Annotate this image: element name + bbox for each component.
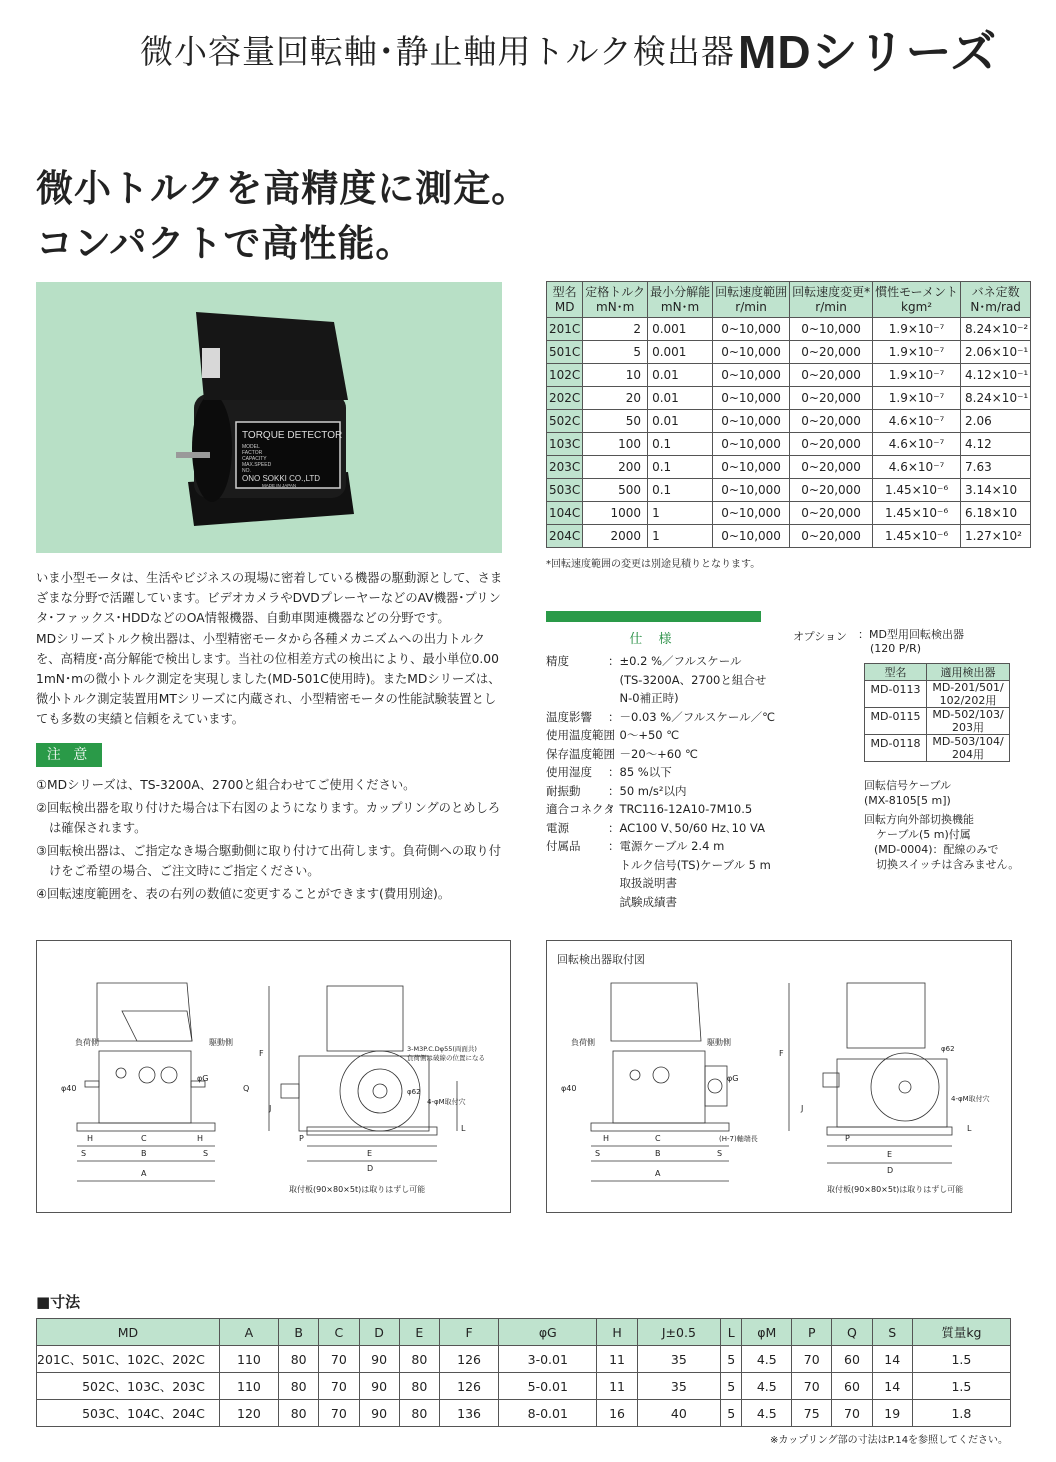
shaft-note: (H-7)軸端長 [719,1135,758,1143]
col-header: 回転速度範囲 r/min [713,282,790,318]
table-cell: 0~20,000 [790,479,873,502]
table-cell: 4.6×10⁻⁷ [873,410,961,433]
table-row [547,387,1031,410]
option-description [858,628,964,656]
spec-row [546,671,775,690]
table-cell: 35 [637,1373,720,1400]
intro-paragraph: いま小型モータは、生活やビジネスの現場に密着している機器の駆動源として、さまざまな分野で活躍しています。ビデオカメラやDVDプレーヤーなどのAV機器･プリンタ･ファックス･HDDなどのOA情報機器、自動車関連機器などの分野です。 [36,571,503,625]
notice-item: ④回転速度範囲を、表の右列の数値に変更することができます(費用別途)。 [36,887,451,901]
model-spec-table [546,281,1031,548]
table-cell: 1.9×10⁻⁷ [873,387,961,410]
table-cell: 5 [721,1373,742,1400]
dim-label: E [887,1150,893,1159]
option-label: オプション [793,630,848,643]
table-cell: 126 [439,1346,498,1373]
dim-label: S [717,1149,723,1158]
model-cell: 501C [547,341,583,364]
table-cell: 1.8 [912,1400,1010,1427]
table-cell: 40 [637,1400,720,1427]
col-header: バネ定数 N･m/rad [961,282,1031,318]
table-cell: 70 [319,1373,359,1400]
table-cell: 60 [832,1346,872,1373]
nameplate-title: TORQUE DETECTOR [242,430,343,441]
dim-label: φG [197,1074,209,1083]
table-cell: 10 [583,364,648,387]
spec-value: ：－20～+60 ℃ [608,746,698,761]
table-cell: 90 [359,1346,399,1373]
spec-key: 耐振動 [546,783,581,798]
table-cell: 80 [399,1400,439,1427]
spec-key: 付属品 [546,839,581,853]
spec-row [546,893,775,912]
table-cell: 4.5 [742,1400,792,1427]
table-cell: 80 [279,1373,319,1400]
col-header: B [279,1319,319,1346]
table-row [547,364,1031,387]
spec-key [546,689,608,708]
table-cell: 4.12 [961,433,1031,456]
table-cell: 100 [583,433,648,456]
table-cell: 0~10,000 [713,410,790,433]
intro-paragraph: MDシリーズトルク検出器は、小型精密モータから各種メカニズムへの出力トルクを、高精度･高分解能で検出します。当社の位相差方式の検出により、最小単位0.00 1mN･mの微小トルク測定を実現しました(MD-501C使用時)。またMDシリーズは、微小トルク測定装置用MTシリーズに内蔵され、小型精密モータの性能試験装置としても多数の実績と信頼をえています。 [36,632,501,726]
table-cell: 0~20,000 [790,364,873,387]
table-row [547,410,1031,433]
table-cell: 2.06×10⁻¹ [961,341,1031,364]
dim-label: A [141,1169,147,1178]
col-header: 最小分解能 mN･m [648,282,713,318]
drive-side-label: 駆動側 [209,1038,233,1047]
spec-table-note: *回転速度範囲の変更は別途見積りとなります。 [546,559,761,570]
table-cell: 0~10,000 [713,525,790,548]
table-cell: 0.001 [648,341,713,364]
spec-row [546,708,775,727]
spec-value: ：85 %以下 [608,765,672,779]
table-cell: 0~20,000 [790,456,873,479]
dim-label: B [655,1149,661,1158]
table-cell: 0~20,000 [790,502,873,525]
spec-key [546,874,608,893]
table-cell: MD-0115 [865,708,927,735]
col-header: H [597,1319,637,1346]
table-cell: 90 [359,1373,399,1400]
spec-value: ：AC100 V､50/60 Hz､10 VA [608,820,765,835]
dim-label: E [367,1149,373,1158]
table-cell: 11 [597,1373,637,1400]
spec-heading: 仕 様 [629,632,678,647]
model-cell: 203C [547,456,583,479]
table-cell: 0.01 [648,387,713,410]
hole-note: 3-M3P.C.Dφ55(両面共) [407,1045,477,1053]
table-cell: 5 [721,1346,742,1373]
model-cell: 502C [547,410,583,433]
dimension-heading: ■寸法 [36,1293,81,1311]
nameplate-row: MODEL [242,444,260,450]
model-cell: 202C [547,387,583,410]
table-cell: 0.01 [648,364,713,387]
headline-line2: コンパクトで高性能。 [36,222,414,265]
table-cell: 0~10,000 [713,479,790,502]
table-cell: 1 [648,502,713,525]
dim-label: L [461,1124,466,1133]
notice-list [36,775,511,907]
model-cell: 103C [547,433,583,456]
spec-value: (TS-3200A、2700と組合せ [608,672,767,687]
table-cell: 0.01 [648,410,713,433]
rotation-detector-drawing [546,940,1012,1213]
table-cell: 120 [219,1400,278,1427]
notice-item: ②回転検出器を取り付けた場合は下右図のようになります。カップリングのとめしろは確保されます。 [36,801,501,835]
spec-key: 保存温度範囲 [546,746,615,761]
model-cell: 204C [547,525,583,548]
model-cell: 104C [547,502,583,525]
col-header: L [721,1319,742,1346]
dim-label: Q [243,1084,250,1093]
table-cell: 70 [832,1400,872,1427]
table-header-row [547,282,1031,318]
table-cell: 90 [359,1400,399,1427]
notice-heading: 注 意 [36,743,102,767]
table-cell: 0.1 [648,456,713,479]
series-title: MDシリーズ [738,26,998,78]
table-cell: 8-0.01 [499,1400,597,1427]
load-side-label: 負荷側 [571,1038,595,1047]
option-switch [864,812,1019,872]
option-cable-line: 回転信号ケーブル [864,779,952,792]
table-cell: 0.1 [648,433,713,456]
spec-key: 適合コネクタ [546,802,615,816]
table-header-row [37,1319,1011,1346]
table-row [865,735,1010,762]
dim-label: H [87,1134,94,1143]
dim-label: L [967,1124,972,1133]
option-switch-line: (MD-0004)：配線のみで [874,843,999,856]
table-row [547,433,1031,456]
plate-note: 取付板(90×80×5t)は取りはずし可能 [827,1185,964,1194]
table-cell: 2.06 [961,410,1031,433]
product-photo [36,282,502,553]
spec-row [546,763,775,782]
table-cell: 75 [792,1400,832,1427]
col-header: 質量kg [912,1319,1010,1346]
spec-row [546,800,775,819]
table-cell: 70 [792,1373,832,1400]
phi62-label: φ62 [941,1045,955,1053]
option-line: (120 P/R) [870,642,922,655]
headline-line1: 微小トルクを高精度に測定。 [36,167,530,210]
table-cell: MD-201/501/ 102/202用 [927,681,1010,708]
table-cell: 1.45×10⁻⁶ [873,502,961,525]
nameplate-origin: MADE IN JAPAN [262,483,297,488]
table-cell: 1.9×10⁻⁷ [873,318,961,341]
spec-value: ：TRC116-12A10-7M10.5 [608,802,753,816]
notice-item: ③回転検出器は、ご指定なき場合駆動側に取り付けて出荷します。負荷側への取り付けをご希望の場合、ご注文時にご指定ください。 [36,844,502,878]
spec-value: ：－0.03 %／フルスケール／℃ [608,709,776,724]
table-cell: 0~10,000 [713,341,790,364]
table-row [547,502,1031,525]
dim-label: H [197,1134,204,1143]
spec-row [546,726,775,745]
table-row [547,341,1031,364]
table-cell: 5 [721,1400,742,1427]
spec-value: ：50 m/s²以内 [608,783,687,798]
dim-label: φG [727,1074,739,1083]
spec-value: ：電源ケーブル 2.4 m [608,839,725,853]
dim-label: S [203,1149,209,1158]
spec-key: 温度影響 [546,709,592,724]
table-cell: 16 [597,1400,637,1427]
table-cell: 6.18×10 [961,502,1031,525]
notice-item: ①MDシリーズは、TS-3200A、2700と組合わせてご使用ください。 [36,778,416,792]
dim-label: F [259,1049,264,1058]
nameplate-row: CAPACITY [242,456,267,462]
table-cell: 1.9×10⁻⁷ [873,364,961,387]
table-cell: 70 [319,1346,359,1373]
table-cell: 0~20,000 [790,341,873,364]
model-cell: 502C、103C、203C [37,1373,220,1400]
col-header: C [319,1319,359,1346]
spec-value: トルク信号(TS)ケーブル 5 m [608,857,771,872]
table-row [547,479,1031,502]
col-header: Q [832,1319,872,1346]
table-cell: 1.9×10⁻⁷ [873,341,961,364]
col-header: 型名 MD [547,282,583,318]
table-cell: MD-502/103/ 203用 [927,708,1010,735]
nameplate [236,422,342,488]
spec-key: 精度 [546,654,569,668]
table-cell: 60 [832,1373,872,1400]
dim-label: P [845,1134,850,1143]
table-cell: 4.6×10⁻⁷ [873,433,961,456]
table-cell: 0~10,000 [713,364,790,387]
dim-label: D [887,1166,894,1175]
col-header: A [219,1319,278,1346]
table-cell: 4.12×10⁻¹ [961,364,1031,387]
dimension-drawing [36,940,511,1213]
table-cell: 0~20,000 [790,433,873,456]
table-row [37,1373,1011,1400]
col-header: 適用検出器 [927,664,1010,681]
option-cable-line: (MX-8105[5 m]) [864,794,951,807]
load-side-label: 負荷側 [75,1038,99,1047]
table-cell: 80 [279,1400,319,1427]
dim-label: S [595,1149,601,1158]
option-switch-line: 切換スイッチは含みません。 [876,858,1020,871]
table-cell: 50 [583,410,648,433]
spec-value: N-0補正時) [608,691,679,705]
dim-label: A [655,1169,661,1178]
model-cell: 102C [547,364,583,387]
option-line: ：MD型用回転検出器 [858,628,964,641]
model-cell: 201C [547,318,583,341]
dim-label: F [779,1049,784,1058]
col-header: 型名 [865,664,927,681]
table-cell: 110 [219,1346,278,1373]
nameplate-row: MAX.SPEED [242,462,272,468]
dim-label: H [603,1134,610,1143]
table-cell: 4.6×10⁻⁷ [873,456,961,479]
table-cell: MD-0113 [865,681,927,708]
table-cell: 14 [872,1346,912,1373]
dim-label: D [367,1164,374,1173]
table-cell: 14 [872,1373,912,1400]
option-switch-line: ケーブル(5 m)付属 [876,828,971,841]
table-cell: 0~10,000 [713,387,790,410]
table-cell: 8.24×10⁻² [961,318,1031,341]
option-cable [864,778,951,808]
page-subtitle: 微小容量回転軸･静止軸用トルク検出器 [140,32,735,71]
model-cell: 201C、501C、102C、202C [37,1346,220,1373]
table-cell: 500 [583,479,648,502]
spec-key: 使用温度範囲 [546,728,615,742]
dim-label: J [801,1104,804,1113]
table-cell: 0~10,000 [713,456,790,479]
table-cell: 0~10,000 [713,318,790,341]
table-cell: 0.001 [648,318,713,341]
table-cell: 80 [279,1346,319,1373]
spec-value: ：±0.2 %／フルスケール [608,654,742,668]
dim-label: P [299,1134,304,1143]
col-header: E [399,1319,439,1346]
table-cell: 70 [319,1400,359,1427]
table-cell: 5-0.01 [499,1373,597,1400]
table-cell: 1.27×10² [961,525,1031,548]
spec-list [546,652,775,911]
table-row [37,1346,1011,1373]
dimension-table [36,1318,1011,1427]
table-row [37,1400,1011,1427]
table-row [865,681,1010,708]
table-cell: 8.24×10⁻¹ [961,387,1031,410]
col-header: 定格トルク mN･m [583,282,648,318]
nameplate-row: FACTOR [242,450,263,456]
table-cell: 35 [637,1346,720,1373]
dim-label: C [655,1134,661,1143]
table-cell: 136 [439,1400,498,1427]
dim-label: B [141,1149,147,1158]
spec-row [546,874,775,893]
spec-section-bar [546,611,761,622]
table-cell: 0~20,000 [790,525,873,548]
drive-side-label: 駆動側 [707,1038,731,1047]
dimension-note: ※カップリング部の寸法はP.14を参照してください。 [770,1435,1009,1446]
hole-note: 負荷側は破線の位置になる [407,1054,485,1062]
table-cell: 1000 [583,502,648,525]
mount-hole-label: 4-φM取付穴 [427,1098,466,1106]
table-cell: 1 [648,525,713,548]
table-cell: 3.14×10 [961,479,1031,502]
dim-label: φ40 [561,1084,577,1093]
model-cell: 503C、104C、204C [37,1400,220,1427]
spec-key: 電源 [546,820,569,835]
spec-row [546,652,775,671]
col-header: 回転速度変更* r/min [790,282,873,318]
spec-key [546,856,608,875]
table-cell: 2 [583,318,648,341]
table-cell: MD-0118 [865,735,927,762]
option-table [864,663,1010,762]
table-cell: 1.45×10⁻⁶ [873,525,961,548]
table-cell: 20 [583,387,648,410]
spec-row [546,819,775,838]
table-cell: 80 [399,1346,439,1373]
nameplate-maker: ONO SOKKI CO.,LTD [242,474,321,483]
table-cell: 1.45×10⁻⁶ [873,479,961,502]
dim-label: J [269,1104,272,1113]
plate-note: 取付板(90×80×5t)は取りはずし可能 [289,1185,426,1194]
spec-value: ：0～+50 ℃ [608,728,680,742]
spec-key: 使用湿度 [546,765,592,779]
table-cell: 1.5 [912,1373,1010,1400]
table-cell: 19 [872,1400,912,1427]
table-cell: 80 [399,1373,439,1400]
table-cell: 4.5 [742,1346,792,1373]
col-header: P [792,1319,832,1346]
dim-label: S [81,1149,87,1158]
table-cell: 126 [439,1373,498,1400]
spec-row [546,745,775,764]
col-header: MD [37,1319,220,1346]
table-cell: 70 [792,1346,832,1373]
spec-row [546,689,775,708]
spec-row [546,837,775,856]
table-cell: 0~10,000 [713,502,790,525]
table-row [547,318,1031,341]
model-cell: 503C [547,479,583,502]
table-cell: 4.5 [742,1373,792,1400]
table-row [547,456,1031,479]
table-cell: 1.5 [912,1346,1010,1373]
table-cell: 0~20,000 [790,387,873,410]
col-header: S [872,1319,912,1346]
mount-hole-label: 4-φM取付穴 [951,1095,990,1103]
table-cell: 0.1 [648,479,713,502]
col-header: J±0.5 [637,1319,720,1346]
phi62-label: φ62 [407,1088,421,1096]
table-row [865,708,1010,735]
col-header: 慣性モーメント kgm² [873,282,961,318]
col-header: F [439,1319,498,1346]
spec-value: 取扱説明書 [608,876,677,890]
spec-row [546,856,775,875]
spec-key [546,671,608,690]
spec-key [546,893,608,912]
col-header: φG [499,1319,597,1346]
table-cell: 11 [597,1346,637,1373]
spec-row [546,782,775,801]
option-switch-line: 回転方向外部切換機能 [864,813,974,826]
col-header: D [359,1319,399,1346]
table-cell: 200 [583,456,648,479]
torque-detector-illustration [36,282,502,553]
table-cell: 0~10,000 [790,318,873,341]
dim-label: C [141,1134,147,1143]
dim-label: φ40 [61,1084,77,1093]
table-cell: 5 [583,341,648,364]
table-cell: 3-0.01 [499,1346,597,1373]
table-cell: 2000 [583,525,648,548]
table-row [547,525,1031,548]
table-cell: 0~20,000 [790,410,873,433]
table-cell: 0~10,000 [713,433,790,456]
spec-value: 試験成績書 [608,894,677,909]
table-cell: 110 [219,1373,278,1400]
nameplate-row: NO. [242,468,251,474]
table-cell: 7.63 [961,456,1031,479]
drawing-title: 回転検出器取付図 [557,953,645,966]
col-header: φM [742,1319,792,1346]
table-cell: MD-503/104/ 204用 [927,735,1010,762]
